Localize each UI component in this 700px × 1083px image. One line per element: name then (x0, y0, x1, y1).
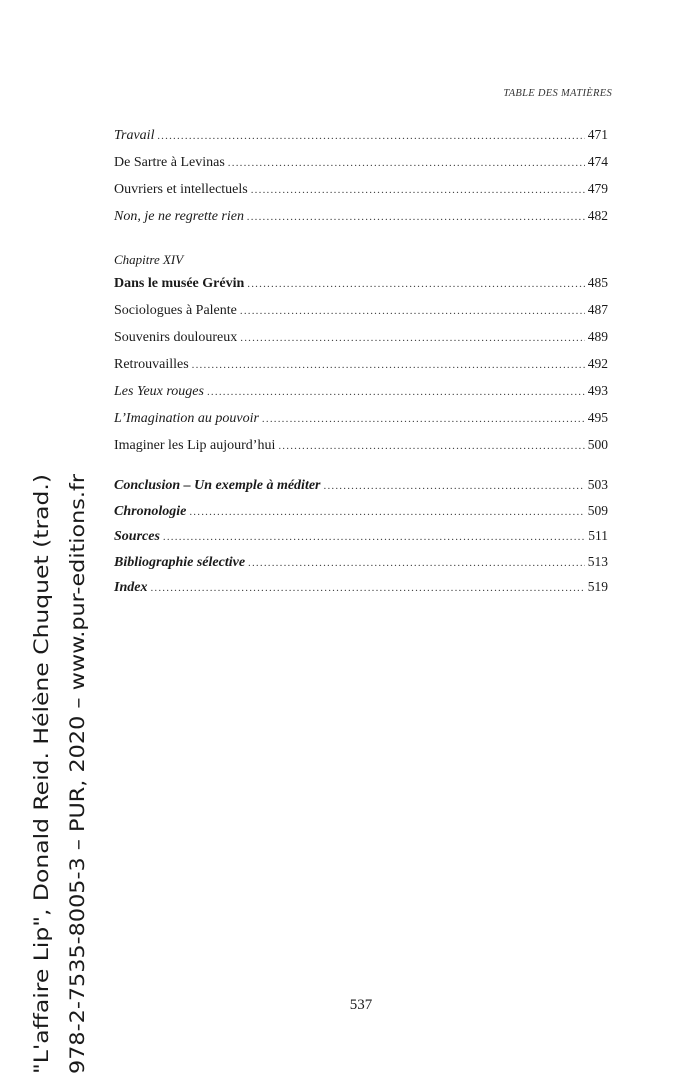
toc-entry-page: 474 (587, 154, 608, 169)
back-matter-entry (114, 575, 608, 601)
dot-leader (278, 433, 584, 459)
toc-entry-label: Imaginer les Lip aujourd’hui (114, 438, 276, 453)
dot-leader (228, 150, 585, 176)
toc-entry-page: 482 (587, 208, 608, 223)
page-number: 537 (349, 997, 373, 1013)
watermark-line-1: "L'affaire Lip", Donald Reid. Hélène Chuquet (trad.) (30, 580, 53, 1074)
running-head: TABLE DES MATIÈRES (503, 88, 612, 99)
toc-entry-page: 471 (587, 127, 608, 142)
toc-entry-label: Travail (114, 128, 155, 143)
toc-entry-label: Les Yeux rouges (114, 384, 204, 399)
toc-entry-label: De Sartre à Levinas (114, 155, 225, 170)
dot-leader (240, 325, 584, 351)
back-matter-page: 503 (587, 477, 608, 492)
toc-entry-page: 500 (587, 437, 608, 452)
chapter-heading: Chapitre XIV (114, 252, 184, 267)
dot-leader (324, 475, 585, 499)
toc-entry-page: 487 (587, 302, 608, 317)
dot-leader (163, 526, 585, 550)
back-matter-entry (114, 550, 608, 576)
back-matter-label: Chronologie (114, 503, 187, 519)
table-of-contents (114, 122, 608, 601)
back-matter-page: 511 (588, 528, 608, 543)
toc-entry (114, 203, 608, 230)
toc-entry-label: Non, je ne regrette rien (114, 209, 244, 224)
back-matter-page: 519 (587, 579, 608, 594)
back-matter-label: Conclusion – Un exemple à méditer (114, 478, 321, 493)
dot-leader (240, 298, 585, 324)
dot-leader (262, 406, 585, 432)
back-matter-page: 509 (587, 502, 608, 518)
back-matter-entry (114, 473, 608, 499)
toc-entry-label: L’Imagination au pouvoir (114, 411, 259, 426)
back-matter-page: 513 (587, 553, 608, 569)
toc-entry (114, 378, 608, 405)
dot-leader (157, 123, 584, 149)
toc-entry (114, 297, 608, 324)
dot-leader (251, 177, 585, 203)
dot-leader (207, 379, 585, 405)
watermark-line-2: 978-2-7535-8005-3 – PUR, 2020 – www.pur-editions.fr (66, 555, 89, 1074)
toc-entry-page: 489 (587, 329, 608, 344)
toc-entry-page: 479 (587, 181, 608, 196)
toc-entry (114, 176, 608, 203)
copyright-watermark (4, 470, 124, 1078)
toc-entry-label: Ouvriers et intellectuels (114, 182, 248, 197)
toc-entry-page: 492 (587, 356, 608, 371)
dot-leader (247, 271, 584, 297)
toc-entry-page: 495 (587, 410, 608, 425)
dot-leader (247, 204, 585, 230)
dot-leader (192, 352, 585, 378)
back-matter-label: Index (114, 580, 148, 595)
toc-entry (114, 405, 608, 432)
chapter-title-entry (114, 270, 608, 297)
toc-entry-page: 493 (587, 383, 608, 398)
toc-entry-label: Retrouvailles (114, 357, 189, 372)
dot-leader (189, 501, 584, 525)
toc-entry-label: Sociologues à Palente (114, 303, 237, 318)
dot-leader (248, 552, 585, 576)
dot-leader (150, 577, 584, 601)
back-matter-entry (114, 499, 608, 525)
toc-entry (114, 149, 608, 176)
chapter-title-label: Dans le musée Grévin (114, 276, 245, 291)
back-matter-label: Bibliographie sélective (114, 554, 246, 570)
chapter-title-page: 485 (587, 275, 608, 290)
toc-entry (114, 351, 608, 378)
toc-entry (114, 324, 608, 351)
section-gap (114, 459, 608, 473)
toc-entry (114, 432, 608, 459)
toc-entry (114, 122, 608, 149)
back-matter-label: Sources (114, 529, 160, 544)
toc-entry-label: Souvenirs douloureux (114, 330, 238, 345)
back-matter-entry (114, 524, 608, 550)
